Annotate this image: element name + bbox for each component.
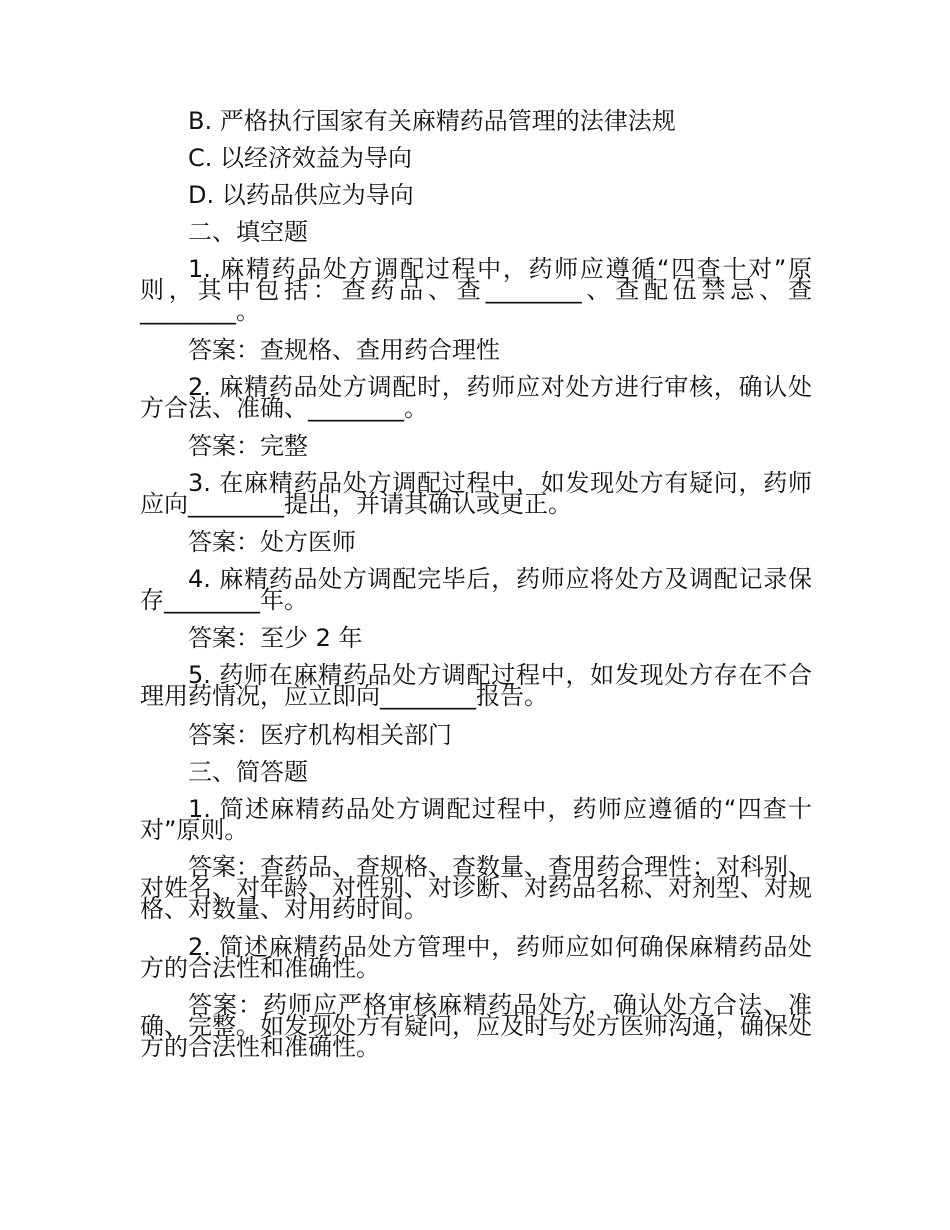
option-d: D. 以药品供应为导向 <box>188 181 414 209</box>
fill-answer-3: 答案：处方医师 <box>188 528 356 556</box>
fill-answer-1: 答案：查规格、查用药合理性 <box>188 336 500 364</box>
fill-question-1: 1. 麻精药品处方调配过程中，药师应遵循“四查十对”原则，其中包括：查药品、查________、查配伍禁忌、查________。 <box>140 255 812 325</box>
fill-question-4: 4. 麻精药品处方调配完毕后，药师应将处方及调配记录保存________年。 <box>140 565 812 614</box>
short-answer-1: 答案：查药品、查规格、查数量、查用药合理性；对科别、对姓名、对年龄、对性别、对诊断、对药品名称、对剂型、对规格、对数量、对用药时间。 <box>140 853 812 923</box>
fill-section-heading: 二、填空题 <box>188 218 308 246</box>
short-question-2: 2. 简述麻精药品处方管理中，药师应如何确保麻精药品处方的合法性和准确性。 <box>140 933 812 982</box>
fill-answer-5: 答案：医疗机构相关部门 <box>188 721 452 749</box>
short-section-heading: 三、简答题 <box>188 758 308 786</box>
short-answer-2: 答案：药师应严格审核麻精药品处方，确认处方合法、准确、完整。如发现处方有疑问，应及时与处方医师沟通，确保处方的合法性和准确性。 <box>140 991 812 1061</box>
fill-question-2: 2. 麻精药品处方调配时，药师应对处方进行审核，确认处方合法、准确、________。 <box>140 373 812 422</box>
fill-answer-4: 答案：至少 2 年 <box>188 624 363 652</box>
fill-question-5: 5. 药师在麻精药品处方调配过程中，如发现处方存在不合理用药情况，应立即向________报告。 <box>140 661 812 710</box>
option-c: C. 以经济效益为导向 <box>188 144 413 172</box>
fill-answer-2: 答案：完整 <box>188 432 308 460</box>
fill-question-3: 3. 在麻精药品处方调配过程中，如发现处方有疑问，药师应向________提出，并请其确认或更正。 <box>140 469 812 518</box>
option-b: B. 严格执行国家有关麻精药品管理的法律法规 <box>188 107 676 135</box>
short-question-1: 1. 简述麻精药品处方调配过程中，药师应遵循的“四查十对”原则。 <box>140 795 812 844</box>
